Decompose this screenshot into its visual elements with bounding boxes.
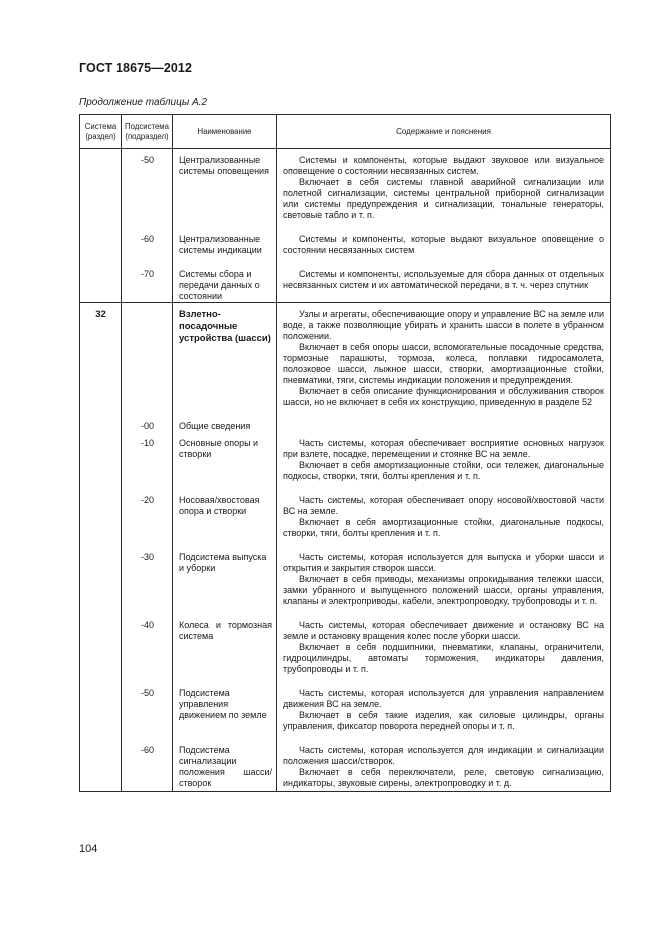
section-cell <box>80 546 122 614</box>
name-cell: Основные опоры и створки <box>173 432 277 489</box>
description-cell <box>277 682 611 739</box>
description-cell <box>277 415 611 432</box>
name-cell: Централизованные системы оповещения <box>173 149 277 229</box>
name-cell: Колеса и тормозная система <box>173 614 277 682</box>
header-name: Наименование <box>173 115 277 149</box>
table-row <box>80 682 611 739</box>
description-paragraph: Часть системы, которая используется для управления направлением движения ВС на земле. <box>283 688 604 709</box>
section-cell <box>80 263 122 303</box>
description-paragraph: Часть системы, которая обеспечивает движение и остановку ВС на земле и остановку вращения колес после уборки шасси. <box>283 620 604 641</box>
subsection-cell: -00 <box>122 415 173 432</box>
document-title: ГОСТ 18675—2012 <box>79 61 193 75</box>
description-paragraph: Включает в себя описание функционирования и обслуживания створок шасси, но не включает в себя их конструкцию, приведенную в разделе 52 <box>283 386 604 407</box>
description-paragraph: Включает в себя приводы, механизмы опрокидывания тележки шасси, замки убранного и выпущенного положений шасси, органы управления, клапаны и электроприводы, кабели, электропроводку, трубопроводы и т. п. <box>283 574 604 606</box>
section-cell <box>80 739 122 792</box>
name-cell: Подсистема управления движением по земле <box>173 682 277 739</box>
subsection-cell: -50 <box>122 682 173 739</box>
classification-table <box>79 114 611 792</box>
name-cell: Носовая/хвостовая опора и створки <box>173 489 277 546</box>
description-paragraph: Системы и компоненты, которые выдают звуковое или визуальное оповещение о состоянии несвязанных систем. <box>283 155 604 176</box>
subsection-cell: -60 <box>122 228 173 263</box>
description-paragraph: Узлы и агрегаты, обеспечивающие опору и управление ВС на земле или воде, а также позволяющие убирать и хранить шасси в полете в убранном положении. <box>283 309 604 341</box>
name-cell: Подсистема сигнализации положения шасси/створок <box>173 739 277 792</box>
description-paragraph: Включает в себя амортизационные стойки, оси тележек, диагональные подкосы, створки, тяги, болты крепления и т. п. <box>283 460 604 481</box>
description-cell <box>277 614 611 682</box>
name-cell: Общие сведения <box>173 415 277 432</box>
table-row <box>80 149 611 229</box>
description-cell <box>277 228 611 263</box>
description-cell <box>277 149 611 229</box>
description-cell <box>277 739 611 792</box>
section-cell: 32 <box>80 303 122 416</box>
table-row <box>80 546 611 614</box>
section-cell <box>80 415 122 432</box>
table-row <box>80 489 611 546</box>
description-paragraph: Системы и компоненты, используемые для сбора данных от отдельных несвязанных систем и их автоматической передачи, в т. ч. через спутник <box>283 269 604 290</box>
header-subsystem: Подсистема (подраздел) <box>122 115 173 149</box>
description-cell <box>277 546 611 614</box>
description-paragraph: Часть системы, которая используется для индикации и сигнализации положения шасси/створок. <box>283 745 604 766</box>
description-paragraph: Включает в себя подшипники, пневматики, клапаны, ограничители, гидроцилиндры, автоматы торможения, индикаторы давления, трубопроводы и т. п. <box>283 642 604 674</box>
header-system: Система (раздел) <box>80 115 122 149</box>
table-row <box>80 303 611 416</box>
section-cell <box>80 432 122 489</box>
page-number: 104 <box>79 843 98 855</box>
subsection-cell: -50 <box>122 149 173 229</box>
subsection-cell <box>122 303 173 416</box>
subsection-cell: -30 <box>122 546 173 614</box>
description-paragraph: Включает в себя системы главной аварийной сигнализации или полетной сигнализации, системы центральной приборной сигнализации или системы предупреждения и сигнализации, тональные генераторы, световые табло и т. п. <box>283 177 604 220</box>
section-cell <box>80 489 122 546</box>
description-paragraph: Часть системы, которая обеспечивает опору носовой/хвостовой части ВС на земле. <box>283 495 604 516</box>
subsection-cell: -40 <box>122 614 173 682</box>
section-cell <box>80 228 122 263</box>
name-cell: Взлетно-посадочные устройства (шасси) <box>173 303 277 416</box>
section-cell <box>80 149 122 229</box>
table-row <box>80 739 611 792</box>
table-row <box>80 415 611 432</box>
description-paragraph: Системы и компоненты, которые выдают визуальное оповещение о состоянии несвязанных систем <box>283 234 604 255</box>
name-cell: Системы сбора и передачи данных о состоянии <box>173 263 277 303</box>
description-paragraph: Часть системы, которая используется для выпуска и уборки шасси и открытия и закрытия створок шасси. <box>283 552 604 573</box>
subsection-cell: -20 <box>122 489 173 546</box>
header-content: Содержание и пояснения <box>277 115 611 149</box>
section-cell <box>80 614 122 682</box>
table-row <box>80 263 611 303</box>
description-paragraph: Включает в себя опоры шасси, вспомогательные посадочные средства, тормозные парашюты, тормоза, колеса, поплавки гидросамолета, полозковое шасси, лыжное шасси, створки, амортизационные стойки, пневматики, тяги, системы индикации положения и предупреждения. <box>283 342 604 385</box>
name-cell: Подсистема выпуска и уборки <box>173 546 277 614</box>
table-row <box>80 432 611 489</box>
name-cell: Централизованные системы индикации <box>173 228 277 263</box>
description-paragraph: Включает в себя такие изделия, как силовые цилиндры, органы управления, фиксатор поворота передней опоры и т. п. <box>283 710 604 731</box>
description-cell <box>277 489 611 546</box>
description-paragraph: Включает в себя переключатели, реле, световую сигнализацию, индикаторы, звуковые сирены, электропроводку и т. д. <box>283 767 604 788</box>
description-cell <box>277 432 611 489</box>
table-caption: Продолжение таблицы А.2 <box>79 97 207 108</box>
table-row <box>80 614 611 682</box>
subsection-cell: -60 <box>122 739 173 792</box>
description-paragraph: Часть системы, которая обеспечивает восприятие основных нагрузок при взлете, посадке, перемещении и стоянке ВС на земле. <box>283 438 604 459</box>
subsection-cell: -10 <box>122 432 173 489</box>
description-cell <box>277 303 611 416</box>
table-header-row <box>80 115 611 149</box>
section-cell <box>80 682 122 739</box>
table-row <box>80 228 611 263</box>
description-cell <box>277 263 611 303</box>
subsection-cell: -70 <box>122 263 173 303</box>
description-paragraph: Включает в себя амортизационные стойки, диагональные подкосы, створки, тяги, болты крепления и т. п. <box>283 517 604 538</box>
